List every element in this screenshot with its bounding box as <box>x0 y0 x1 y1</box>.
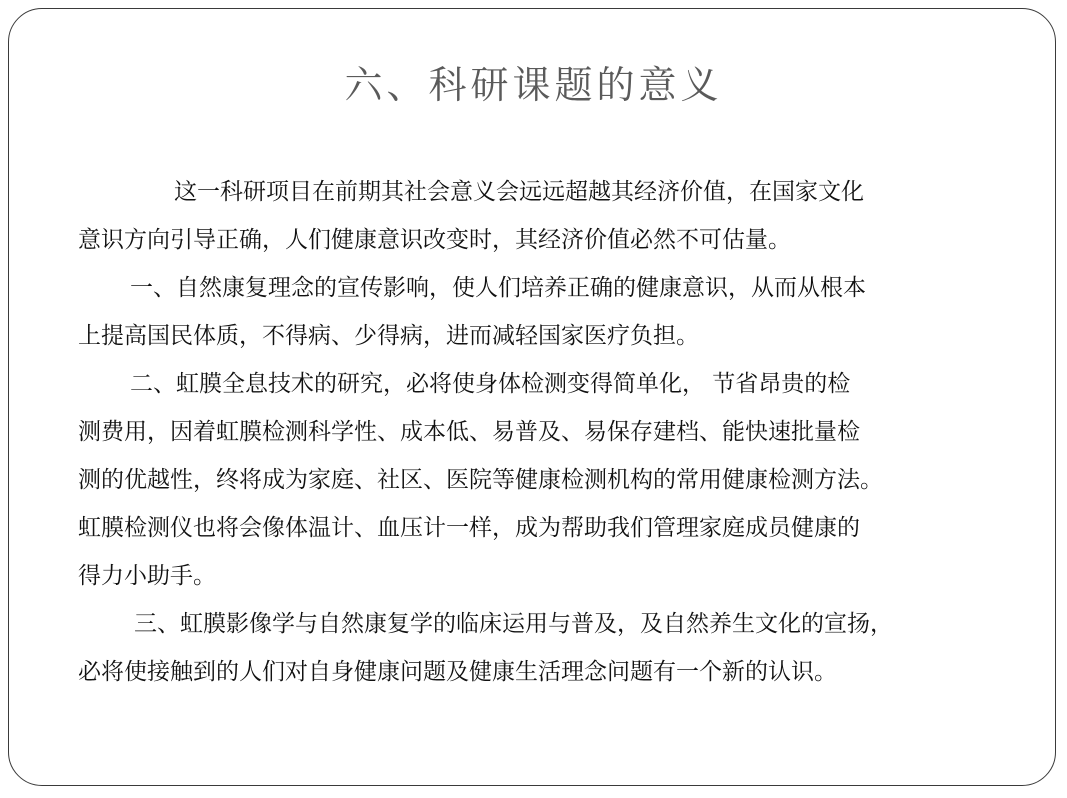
text-line: 测的优越性，终将成为家庭、社区、医院等健康检测机构的常用健康检测方法。 <box>78 467 883 493</box>
text-line: 这一科研项目在前期其社会意义会远远超越其经济价值，在国家文化 <box>174 179 864 205</box>
text-line: 意识方向引导正确，人们健康意识改变时，其经济价值必然不可估量。 <box>78 227 791 253</box>
text-line: 虹膜检测仪也将会像体温计、血压计一样，成为帮助我们管理家庭成员健康的 <box>78 515 860 541</box>
text-line: 得力小助手。 <box>78 563 216 589</box>
slide-body <box>78 168 1018 696</box>
slide-title: 六、科研课题的意义 <box>344 63 723 107</box>
text-line: 一、自然康复理念的宣传影响，使人们培养正确的健康意识，从而从根本 <box>130 275 866 301</box>
paragraph-intro <box>78 168 1018 264</box>
paragraph-point-1 <box>78 264 1018 360</box>
text-line: 上提高国民体质，不得病、少得病，进而减轻国家医疗负担。 <box>78 323 699 349</box>
paragraph-point-2 <box>78 360 1018 600</box>
text-line: 必将使接触到的人们对自身健康问题及健康生活理念问题有一个新的认识。 <box>78 659 837 685</box>
text-line: 测费用，因着虹膜检测科学性、成本低、易普及、易保存建档、能快速批量检 <box>78 419 860 445</box>
text-line: 二、虹膜全息技术的研究，必将使身体检测变得简单化， 节省昂贵的检 <box>130 371 851 397</box>
text-line: 三、虹膜影像学与自然康复学的临床运用与普及，及自然养生文化的宣扬， <box>134 611 893 637</box>
paragraph-point-3 <box>78 600 1018 696</box>
